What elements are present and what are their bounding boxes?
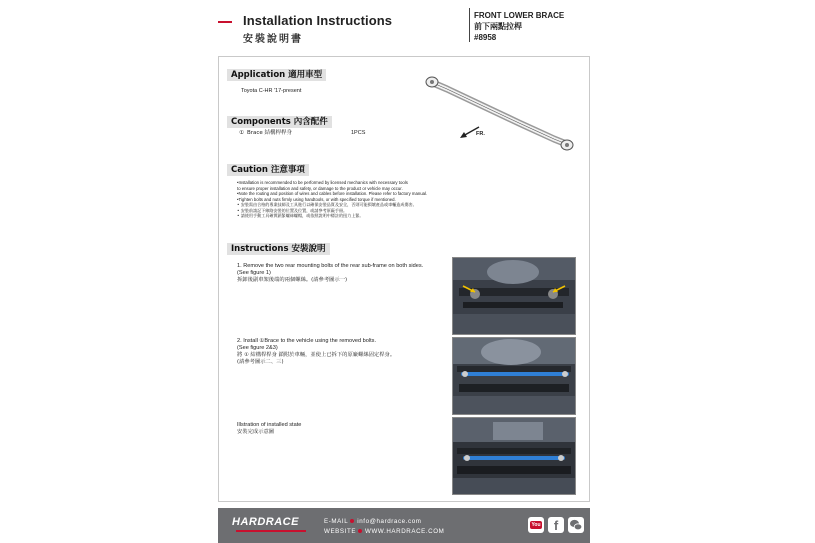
facebook-label: f [553,518,559,533]
step-text: 將 ① 結構桿桿身 鎖附於車輛，並使上已拆下的原廠螺絲固定桿身。 [237,352,396,358]
product-info [474,10,564,43]
page-title: Installation Instructions [243,13,393,28]
vehicle-fitment: Toyota C-HR '17-present [241,88,302,94]
undercarriage-image [453,338,575,414]
front-direction-label: FR. [476,131,485,137]
part-number: #8958 [474,33,497,42]
youtube-label: You [531,522,541,528]
website-label: WEBSITE [324,528,357,535]
figure-1-photo [452,257,576,335]
brace-diagram [419,71,579,161]
application-heading: Application 適用車型 [227,69,326,81]
caution-line: •Note the routing and position of wires and cables before installation. Please refer to factory manual. [237,191,428,196]
undercarriage-image [453,418,575,494]
product-name-zh: 前下兩點拉桿 [474,22,522,31]
website-link[interactable]: WWW.HARDRACE.COM [365,528,445,535]
step-text: Illstration of installed state [237,422,302,428]
figure-3-photo [452,417,576,495]
step-text: (請參考圖示二、三) [237,359,284,365]
step-text: (See figure 1) [237,270,271,276]
step-text: 1. Remove the two rear mounting bolts of the rear sub-frame on both sides. [237,263,424,269]
youtube-icon[interactable] [528,517,544,533]
components-heading: Components 內含配件 [227,116,332,128]
wechat-icon[interactable] [568,517,584,533]
figure-2-photo [452,337,576,415]
wechat-glyph [568,517,584,533]
component-name: Brace 結構桿桿身 [247,130,293,136]
hardrace-logo [232,514,310,536]
product-name: FRONT LOWER BRACE [474,11,565,20]
header-divider [469,8,470,42]
step-text: 安裝完成示意圖 [237,429,275,435]
email-line [324,518,422,525]
page-title-zh: 安裝說明書 [243,34,303,45]
caution-line: •Installation is recommended to be performed by licensed mechanics with necessary tools [237,180,408,185]
caution-line: • 安裝前請記下線路安裝的位置及位置，或請參考原廠手冊。 [237,207,348,213]
caution-line: • 請使用手動工具確實鎖緊螺絲螺帽，或依照說明中標註的扭力上緊。 [237,213,364,218]
step-text: (See figure 2&3) [237,345,278,351]
component-qty: 1PCS [351,130,366,136]
instruction-panel [218,56,590,502]
facebook-icon[interactable] [548,517,564,533]
caution-heading: Caution 注意事項 [227,164,309,176]
bullet-icon [358,529,362,533]
component-index: ① [239,130,244,136]
step-text: 2. Install ①Brace to the vehicle using the removed bolts. [237,338,377,344]
email-link[interactable]: info@hardrace.com [357,518,422,525]
logo-underline [236,529,306,533]
caution-line: to ensure proper installation and safety, or damage to the product or vehicle may occur. [237,185,403,191]
step-text: 拆卸後副車架後端的兩個螺絲。(請參考圖示一) [237,277,348,283]
email-label: E-MAIL [324,518,349,525]
undercarriage-image [453,258,575,334]
header-accent-mark [218,21,232,23]
bullet-icon [350,519,354,523]
caution-line: •Tighten bolts and nuts firmly using handtools, or with specified torque if mentioned. [237,196,396,202]
brand-name: HARDRACE [232,516,299,528]
footer [218,508,590,543]
caution-line: • 安裝需由合格的專業技師及工具進行以確保安裝品質及安全，否則可能損壞產品或車輛造成傷害。 [237,202,417,207]
instructions-heading: Instructions 安裝說明 [227,243,330,255]
website-line [324,528,444,535]
